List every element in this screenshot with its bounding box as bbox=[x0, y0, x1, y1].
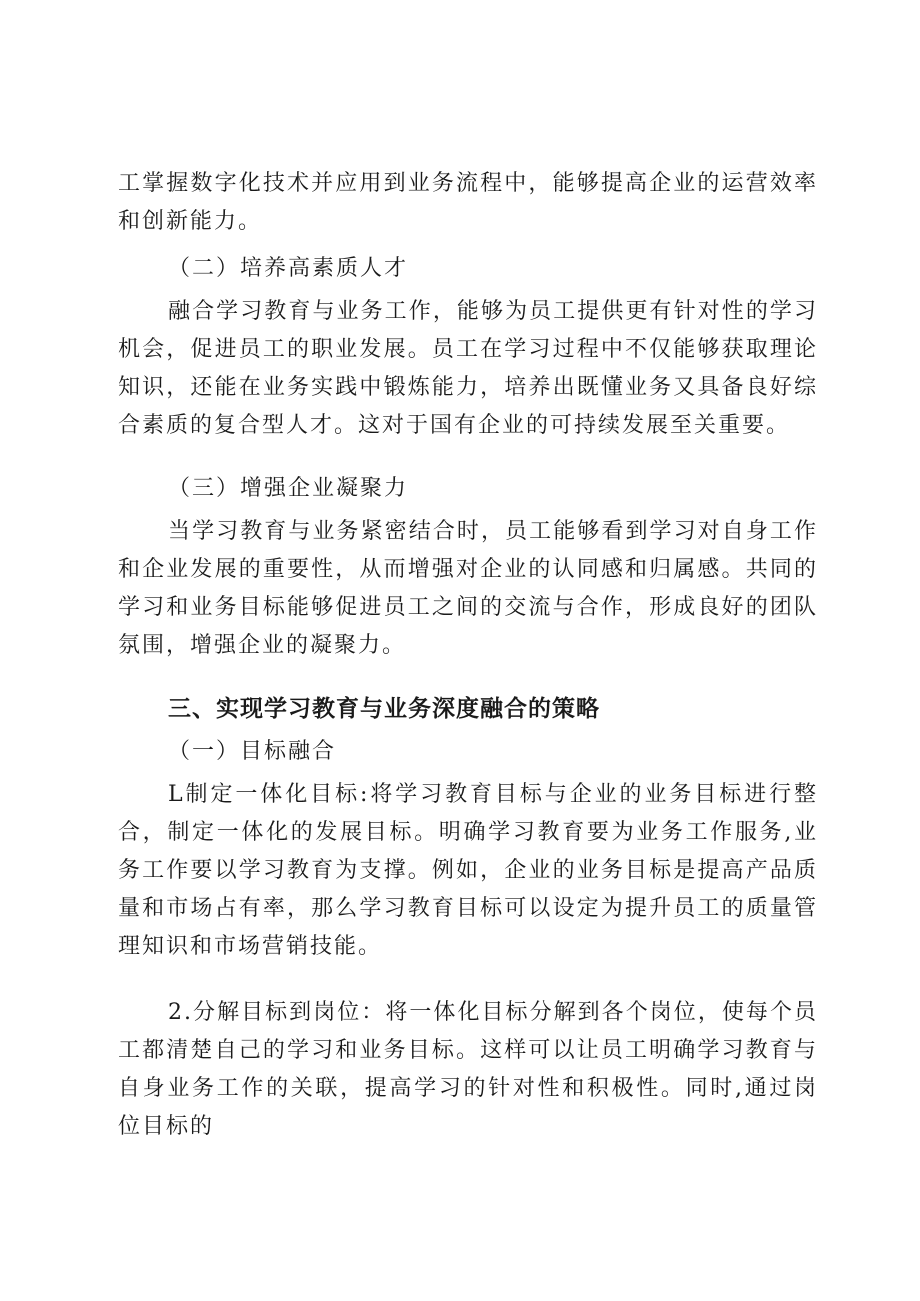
paragraph-enhance-cohesion: 当学习教育与业务紧密结合时，员工能够看到学习对自身工作和企业发展的重要性，从而增强对企业的认同感和归属感。共同的学习和业务目标能够促进员工之间的交流与合作，形成良好的团队氛围，增强企业的凝聚力。 bbox=[118, 519, 818, 658]
paragraph-decompose-goals: 2.分解目标到岗位：将一体化目标分解到各个岗位，使每个员工都清楚自己的学习和业务目标。这样可以让员工明确学习教育与自身业务工作的关联，提高学习的针对性和积极性。同时,通过岗位目标的 bbox=[118, 1000, 818, 1139]
subheading-cultivate-talent: （二）培养高素质人才 bbox=[168, 256, 409, 281]
paragraph-cultivate-talent: 融合学习教育与业务工作，能够为员工提供更有针对性的学习机会，促进员工的职业发展。员工在学习过程中不仅能够获取理论知识，还能在业务实践中锻炼能力，培养出既懂业务又具备良好综合素质的复合型人才。这对于国有企业的可持续发展至关重要。 bbox=[118, 299, 818, 438]
subheading-enhance-cohesion: （三）增强企业凝聚力 bbox=[168, 476, 409, 501]
paragraph-unified-goals: L制定一体化目标:将学习教育目标与企业的业务目标进行整合，制定一体化的发展目标。明确学习教育要为业务工作服务,业务工作要以学习教育为支撑。例如，企业的业务目标是提高产品质量和市场占有率，那么学习教育目标可以设定为提升员工的质量管理知识和市场营销技能。 bbox=[118, 782, 818, 959]
section-heading-strategies: 三、实现学习教育与业务深度融合的策略 bbox=[168, 696, 600, 722]
subheading-goal-integration: （一）目标融合 bbox=[168, 739, 337, 764]
paragraph-digital-tech-continuation: 工掌握数字化技术并应用到业务流程中，能够提高企业的运营效率和创新能力。 bbox=[118, 171, 818, 234]
